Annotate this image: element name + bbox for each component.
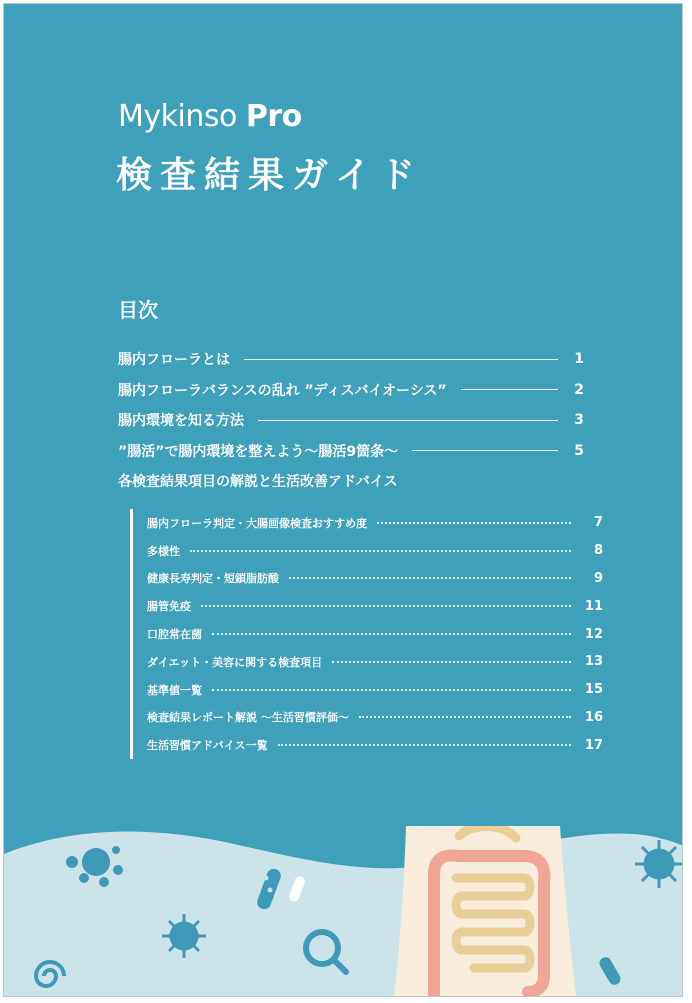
dotted-leader — [359, 716, 571, 718]
toc-item[interactable] — [118, 375, 584, 406]
sub-toc-item-page: 8 — [593, 543, 603, 559]
sub-toc-item-page: 17 — [584, 737, 603, 753]
sub-toc-item-label: 検査結果レポート解説 〜生活習慣評価〜 — [147, 711, 349, 725]
sub-toc-item[interactable] — [147, 565, 603, 593]
leader-line — [412, 450, 558, 451]
sub-toc-item-page: 12 — [584, 626, 603, 642]
leader-line — [461, 389, 558, 390]
toc-item-page: 2 — [574, 381, 584, 398]
brand-name-light: Mykinso — [118, 99, 237, 134]
toc-item[interactable] — [118, 405, 584, 436]
leader-line — [244, 359, 558, 360]
leader-line — [258, 420, 558, 421]
sub-toc-item[interactable] — [147, 731, 603, 759]
toc-item[interactable] — [118, 436, 584, 467]
sub-toc-item-label: 多様性 — [147, 544, 180, 558]
toc-item-label: 腸内フローラとは — [118, 352, 230, 369]
brand-logo — [118, 99, 302, 134]
toc-section-header[interactable] — [118, 466, 584, 497]
sub-toc-item[interactable] — [147, 704, 603, 732]
dotted-leader — [201, 605, 571, 607]
toc-item-label: 各検査結果項目の解説と生活改善アドバイス — [118, 474, 398, 491]
toc-item-label: ”腸活”で腸内環境を整えよう〜腸活9箇条〜 — [118, 443, 399, 460]
sub-toc-item-page: 15 — [584, 682, 603, 698]
sub-toc-item[interactable] — [147, 509, 603, 537]
dotted-leader — [212, 633, 571, 635]
sub-toc-item-label: 腸内フローラ判定・大腸画像検査おすすめ度 — [147, 516, 368, 530]
main-toc — [118, 344, 584, 497]
toc-item[interactable] — [118, 344, 584, 375]
sub-toc-item[interactable] — [147, 620, 603, 648]
sub-toc-item-page: 13 — [584, 654, 603, 670]
sub-toc-item-label: 健康長寿判定・短鎖脂肪酸 — [147, 572, 279, 586]
sub-toc-item[interactable] — [147, 592, 603, 620]
sub-toc-item-label: 口腔常在菌 — [147, 628, 202, 642]
sub-toc-item-label: 腸管免疫 — [147, 600, 191, 614]
decorative-footer — [4, 826, 683, 996]
sub-toc-item[interactable] — [147, 676, 603, 704]
dotted-leader — [190, 550, 571, 552]
sub-toc-item-label: 基準値一覧 — [147, 683, 202, 697]
sub-toc-item-label: 生活習慣アドバイス一覧 — [147, 739, 268, 753]
toc-item-page: 3 — [574, 412, 584, 429]
dotted-leader — [332, 661, 571, 663]
virus-icon — [635, 840, 683, 888]
torso-illustration — [394, 826, 576, 996]
brand-name-bold: Pro — [245, 99, 302, 134]
sub-toc-item-page: 9 — [593, 570, 603, 586]
toc-item-page: 5 — [574, 442, 584, 459]
sub-toc-item[interactable] — [147, 537, 603, 565]
toc-item-label: 腸内フローラバランスの乱れ ”ディスバイオーシス” — [118, 382, 447, 399]
toc-heading: 目次 — [118, 298, 158, 322]
sub-toc-item-label: ダイエット・美容に関する検査項目 — [147, 655, 323, 669]
dotted-leader — [278, 744, 571, 746]
dotted-leader — [377, 522, 571, 524]
toc-item-label: 腸内環境を知る方法 — [118, 413, 244, 430]
sub-toc-item-page: 16 — [584, 709, 603, 725]
sub-toc — [130, 509, 603, 759]
toc-item-page: 1 — [574, 351, 584, 368]
sub-toc-item-page: 11 — [584, 598, 603, 614]
sub-toc-item[interactable] — [147, 648, 603, 676]
page-title: 検査結果ガイド — [116, 155, 423, 196]
cover-page — [3, 3, 683, 997]
sub-toc-item-page: 7 — [593, 515, 603, 531]
dotted-leader — [289, 577, 571, 579]
dotted-leader — [212, 689, 571, 691]
